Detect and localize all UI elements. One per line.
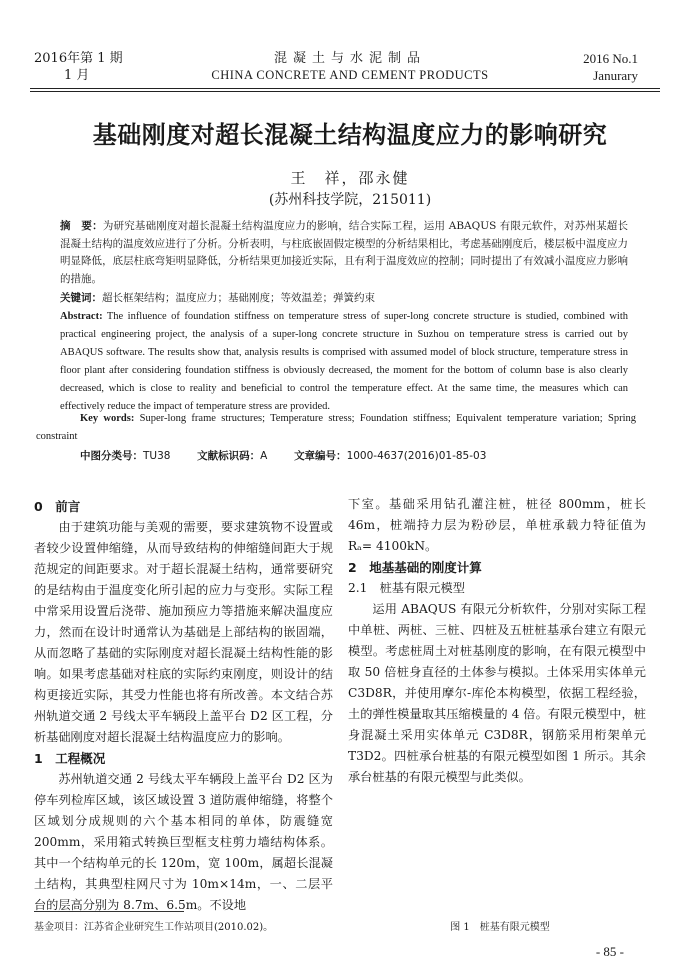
keywords-cn-label: 关键词： <box>60 292 102 304</box>
journal-name-cn: 混凝土与水泥制品 <box>273 51 426 66</box>
keywords-cn <box>60 290 628 308</box>
paper-authors: 王 祥，邵永健 <box>290 169 410 187</box>
keywords-en <box>36 410 636 446</box>
footnote-rule <box>34 911 184 912</box>
article-number-value: 1000-4637(2016)01-85-03 <box>346 450 487 462</box>
abstract-cn-label: 摘 要： <box>60 220 103 232</box>
abstract-en-label: Abstract: <box>60 311 103 322</box>
section-1-heading: 1 工程概况 <box>34 751 106 766</box>
keywords-en-label: Key words: <box>80 413 135 424</box>
section-0-heading: 0 前言 <box>34 499 81 514</box>
body-left-column <box>34 496 333 916</box>
abstract-cn-text: 为研究基础刚度对超长混凝土结构温度应力的影响，结合实际工程，运用 ABAQUS 有限元软件，对苏州某超长混凝土结构的温度效应进行了分析。分析表明，与柱底嵌固假定模型的分析结果相比，考虑基础刚度后，楼层板中温度应力明显降低，底层柱底弯矩明显降低，分析结果更加接近实际，且有利于温度效应的控制；同时提出了有效减小温度应力影响的措施。 <box>60 220 629 285</box>
article-number-label: 文章编号： <box>294 450 347 462</box>
clc-value: TU38 <box>143 450 171 462</box>
abstract-cn <box>60 218 628 288</box>
section-2-1-paragraph: 运用 ABAQUS 有限元分析软件，分别对实际工程中单桩、两桩、三桩、四桩及五桩桩基承台建立有限元模型。考虑桩周土对桩基刚度的影响，在有限元模型中取 50 倍桩身直径的土体参与模拟。土体采用实体单元 C3D8R，并使用摩尔-库伦本构模型，依据工程经验，土的弹性模量取其压缩模量的 4 倍。有限元模型中，桩身混凝土采用实体单元 C3D8R，钢筋采用桁架单元 T3D2。四桩承台桩基的有限元模型如图 1 所示。其余承台桩基的有限元模型与此类似。 <box>348 602 646 784</box>
section-2-heading: 2 地基基础的刚度计算 <box>348 560 482 575</box>
doc-code-value: A <box>260 450 268 462</box>
body-right-column <box>348 494 646 788</box>
page-number: - 85 - <box>595 944 624 959</box>
issue-year: 2016年第 1 期 <box>34 51 123 66</box>
funding-footnote: 基金项目：江苏省企业研究生工作站项目(2010.02)。 <box>34 922 274 933</box>
figure-caption: 图 1 桩基有限元模型 <box>450 922 550 933</box>
abstract-en-text: The influence of foundation stiffness on temperature stress of super-long concrete structure is studied, combined with practical engineering project, the analysis of a super-long concrete structure in Suzhou on temperature stress is carried out by ABAQUS software. The results show that, analysis results is comprised with assumed model of block structure, temperature stress in floor plant after considering foundation stiffness is obviously decreased, the moment for the bottom of column base is also clearly decreased, which is close to reality and beneficial to control the temperature effect. At the same time, the measures which can effectively reduce the impact of temperature stress are provided. <box>60 311 628 412</box>
issue-month: 1 月 <box>64 68 90 83</box>
section-2-1-heading: 2.1 桩基有限元模型 <box>348 581 465 595</box>
header-rule-2 <box>30 91 660 92</box>
continued-paragraph: 下室。基础采用钻孔灌注桩，桩径 800mm，桩长 46m，桩端持力层为粉砂层，单桩承载力特征值为 Rₐ= 4100kN。 <box>348 497 646 553</box>
journal-name <box>200 50 500 84</box>
keywords-en-text: Super-long frame structures; Temperature stress; Foundation stiffness; Equivalent temperature variation; Spring constraint <box>36 413 636 442</box>
paper-title: 基础刚度对超长混凝土结构温度应力的影响研究 <box>92 121 608 149</box>
clc-label: 中图分类号： <box>80 450 143 462</box>
journal-name-en: CHINA CONCRETE AND CEMENT PRODUCTS <box>211 68 489 82</box>
issue-info <box>34 50 123 84</box>
article-identifiers <box>80 448 486 463</box>
abstract-en <box>60 308 628 416</box>
issue-info-en <box>583 50 638 84</box>
section-1-paragraph: 苏州轨道交通 2 号线太平车辆段上盖平台 D2 区为停车列检库区域，该区域设置 3 道防震伸缩缝，将整个区域划分成规则的六个基本相同的单体，防震缝宽 200mm，采用箱式转换巨型框支柱剪力墙结构体系。其中一个结构单元的长 120m，宽 100m，属超长混凝土结构，其典型柱网尺寸为 10m×14m，一、二层平台的层高分别为 8.7m、6.5m。不设地 <box>34 772 333 912</box>
issue-number-en: 2016 No.1 <box>583 51 638 66</box>
author-affiliation: (苏州科技学院，215011) <box>268 192 432 208</box>
header-rule <box>30 88 660 89</box>
issue-month-en: Janurary <box>593 68 638 83</box>
section-0-paragraph: 由于建筑功能与美观的需要，要求建筑物不设置或者较少设置伸缩缝，从而导致结构的伸缩缝间距大于规范规定的间距要求。对于超长混凝土结构，通常要研究的是结构由于温度变化所引起的应力与变形。实际工程中常采用设置后浇带、施加预应力等措施来解决温度应力，然而在设计时通常认为基础是上部结构的嵌固端，从而忽略了基础的实际刚度对超长混凝土结构性能的影响。如果考虑基础对柱底的实际约束刚度，则设计的结构更接近实际，其受力性能也将有所改善。本文结合苏州轨道交通 2 号线太平车辆段上盖平台 D2 区工程，分析基础刚度对超长混凝土结构温度应力的影响。 <box>34 520 333 744</box>
keywords-cn-text: 超长框架结构；温度应力；基础刚度；等效温差；弹簧约束 <box>102 292 375 304</box>
doc-code-label: 文献标识码： <box>197 450 261 462</box>
